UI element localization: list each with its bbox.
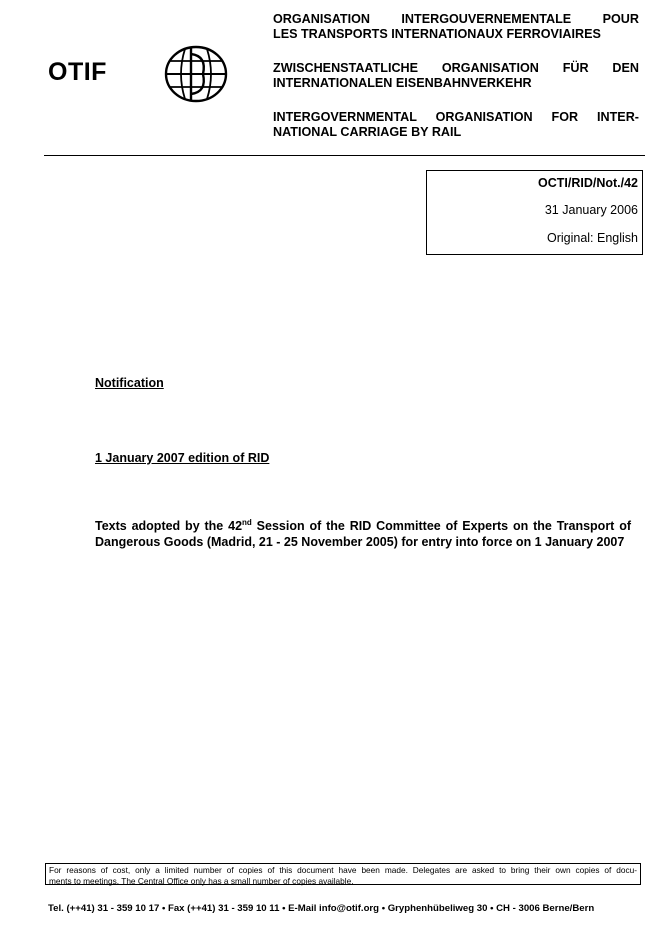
header-german [273, 61, 639, 91]
edition-heading: 1 January 2007 edition of RID [95, 451, 270, 465]
footer-contact: Tel. (++41) 31 - 359 10 17 • Fax (++41) 31 - 359 10 11 • E-Mail info@otif.org • Gryphenhübeliweg 30 • CH - 3006 Berne/Bern [48, 903, 595, 914]
reference-original-language: Original: English [546, 231, 638, 245]
notice-line2: ments to meetings. The Central Office only has a small number of copies available. [49, 875, 354, 886]
body-paragraph [95, 519, 631, 550]
reference-box [426, 170, 643, 255]
otif-logo-text: OTIF [48, 58, 107, 86]
header-german-line2: INTERNATIONALEN EISENBAHNVERKEHR [273, 76, 532, 90]
header-french-line1: ORGANISATION INTERGOUVERNEMENTALE POUR [273, 12, 639, 26]
body-prefix: Texts adopted by the 42 [95, 519, 243, 533]
reference-date: 31 January 2006 [544, 203, 638, 217]
body-line2: Dangerous Goods (Madrid, 21 - 25 November 2005) for entry into force on 1 January 2007 [95, 534, 625, 549]
header-french [273, 12, 639, 42]
body-superscript: nd [242, 517, 252, 527]
otif-globe-emblem-icon [163, 44, 229, 104]
cost-notice-box [45, 863, 641, 885]
notice-line1: For reasons of cost, only a limited number of copies of this document have been made. Delegates are asked to bring their own copies of docu- [49, 865, 637, 875]
header-german-line1: ZWISCHENSTAATLICHE ORGANISATION FÜR DEN [273, 61, 639, 75]
notification-heading: Notification [95, 376, 164, 390]
header-english-line1: INTERGOVERNMENTAL ORGANISATION FOR INTER- [273, 110, 639, 124]
reference-number: OCTI/RID/Not./42 [537, 176, 638, 190]
header-french-line2: LES TRANSPORTS INTERNATIONAUX FERROVIAIRES [273, 27, 601, 41]
header-english-line2: NATIONAL CARRIAGE BY RAIL [273, 125, 462, 139]
header-english [273, 110, 639, 140]
body-line1-rest: Session of the RID Committee of Experts on the Transport of [251, 519, 632, 533]
header-divider [44, 155, 645, 156]
